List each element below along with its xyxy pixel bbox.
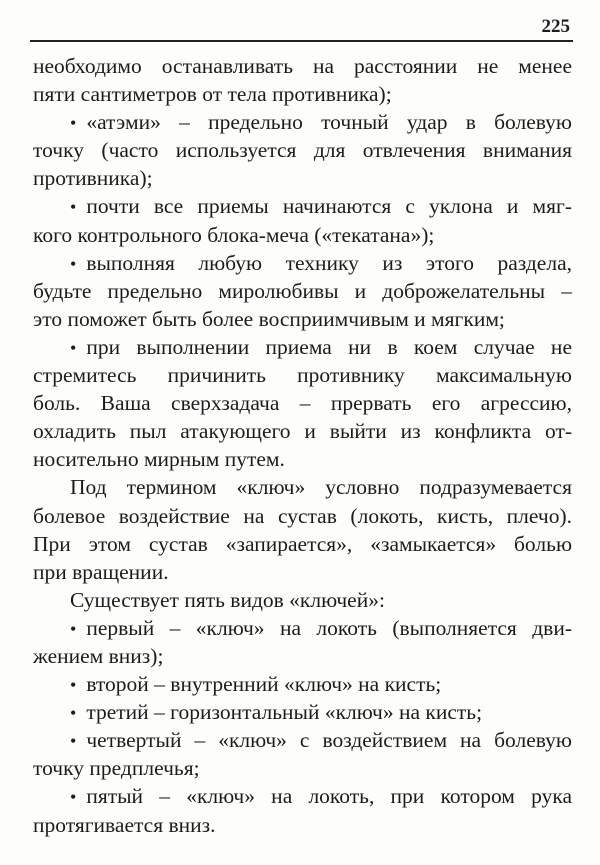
text-line: охладить пыл атакующего и выйти из конфликта от- [33, 419, 572, 444]
bullet-item-line [33, 698, 572, 726]
text-span: первый – «ключ» на локоть (выполняется дви- [86, 615, 572, 640]
bullet-item-line [33, 670, 572, 698]
paragraph-start-line: Под термином «ключ» условно подразумевается [70, 475, 572, 500]
header-rule [30, 40, 573, 42]
bullet-item-line [33, 333, 572, 361]
text-line: будьте предельно миролюбивы и доброжелательны – [33, 278, 572, 303]
text-span: почти все приемы начинаются с уклона и мяг- [86, 194, 572, 219]
bullet-item-line [33, 782, 572, 810]
bullet-item-line [33, 726, 572, 754]
text-line: при вращении. [33, 559, 169, 584]
text-span: четвертый – «ключ» с воздействием на болевую [86, 728, 572, 753]
text-line: жением вниз); [33, 643, 164, 668]
text-line: точку (часто используется для отвлечения внимания [33, 138, 572, 163]
text-line: протягивается вниз. [33, 812, 216, 837]
bullet-item-line [33, 249, 572, 277]
text-line: необходимо останавливать на расстоянии не менее [33, 54, 572, 78]
text-line: пяти сантиметров от тела противника); [33, 82, 392, 107]
text-line: носительно мирным путем. [33, 447, 285, 472]
text-line: кого контрольного блока-меча («текатана»); [33, 222, 435, 247]
text-line: болевое воздействие на сустав (локоть, кисть, плечо). [33, 503, 572, 528]
text-line: боль. Ваша сверхзадача – прервать его агрессию, [33, 391, 572, 416]
text-span: выполняя любую технику из этого раздела, [86, 250, 572, 275]
text-span: третий – горизонтальный «ключ» на кисть; [86, 700, 483, 725]
text-span: при выполнении приема ни в коем случае не [86, 334, 572, 359]
paragraph-start-line: Существует пять видов «ключей»: [70, 587, 385, 612]
text-line: это поможет быть более восприимчивым и мягким; [33, 306, 505, 331]
page-body [33, 52, 572, 839]
bullet-item-line [33, 108, 572, 136]
text-line: стремитесь причинить противнику максимальную [33, 363, 572, 388]
text-span: «атэми» – предельно точный удар в болевую [86, 110, 572, 135]
bullet-item-line [33, 192, 572, 220]
text-line: точку предплечья; [33, 756, 200, 781]
text-line: При этом сустав «запирается», «замыкается» болью [33, 531, 572, 556]
page-number: 225 [541, 16, 570, 37]
text-span: пятый – «ключ» на локоть, при котором рука [86, 784, 572, 809]
bullet-item-line [33, 614, 572, 642]
text-line: противника); [33, 166, 153, 191]
text-span: второй – внутренний «ключ» на кисть; [86, 672, 442, 697]
